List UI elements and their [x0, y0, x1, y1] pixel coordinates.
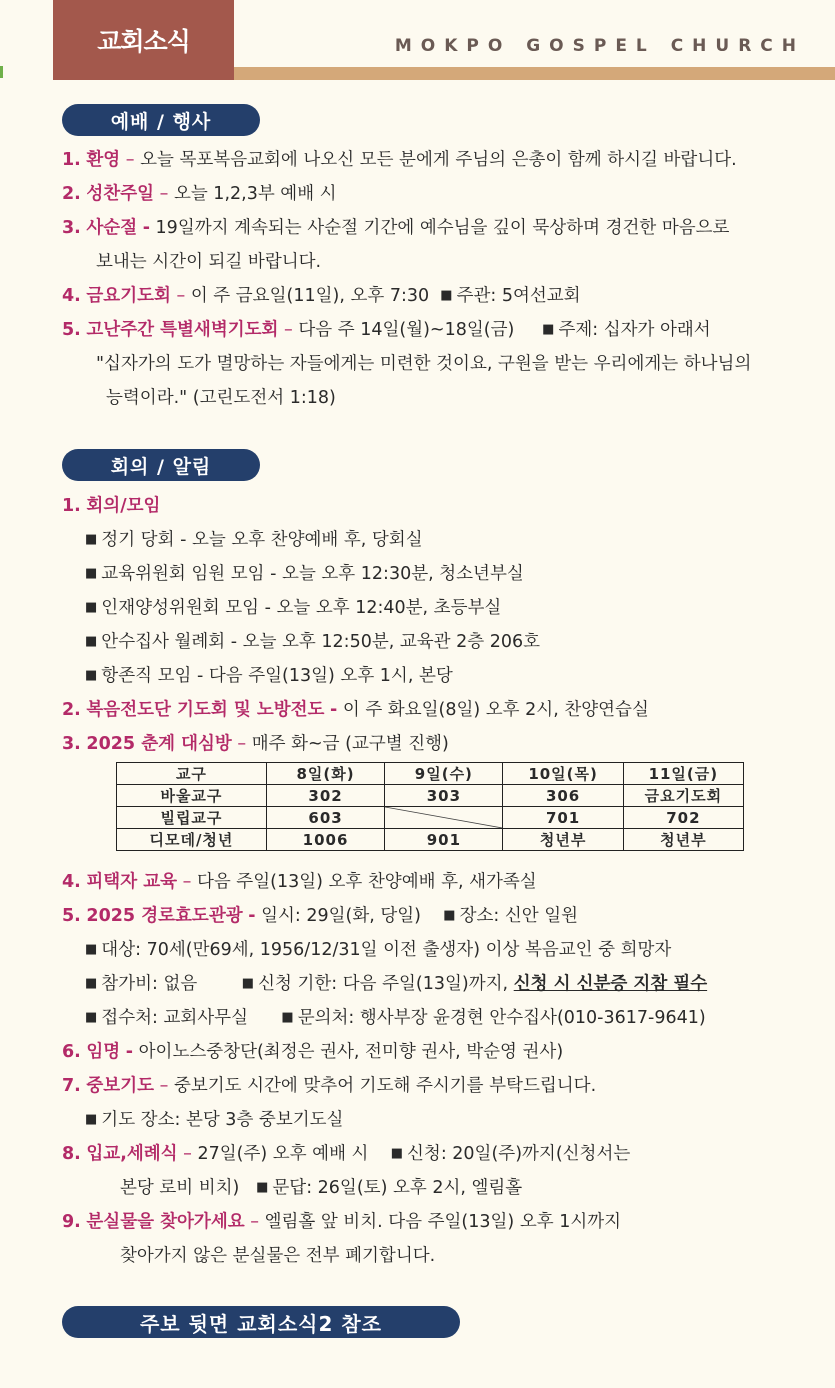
- meeting-name: 교육위원회 임원 모임: [101, 564, 265, 584]
- diagonal-line: [385, 807, 502, 828]
- item-number: 4.: [62, 872, 81, 892]
- item-visitation: [62, 730, 449, 755]
- item-lost-found-cont: 찾아가지 않은 분실물은 전부 폐기합니다.: [120, 1246, 436, 1266]
- meeting-detail: - 오늘 오후 찬양예배 후, 당회실: [180, 530, 423, 550]
- square-bullet-icon: ■: [241, 976, 255, 991]
- item-title: 고난주간 특별새벽기도회: [86, 320, 279, 340]
- header-tab-label: 교회소식: [97, 27, 190, 56]
- item-sep: –: [159, 1076, 169, 1096]
- square-bullet-icon: ■: [85, 1112, 98, 1127]
- square-bullet-icon: ■: [256, 1180, 269, 1195]
- item-extra: 장소: 신안 일원: [459, 906, 579, 926]
- section-title-text: 예배 / 행사: [110, 110, 212, 133]
- meeting-row: [85, 628, 540, 653]
- church-name: MOKPO GOSPEL CHURCH: [394, 36, 805, 56]
- item-sep: –: [284, 320, 293, 340]
- item-baptism: [62, 1140, 630, 1165]
- item-sep: –: [182, 872, 192, 892]
- item-sep: -: [125, 1042, 134, 1062]
- item-cont-text: 본당 로비 비치): [120, 1178, 240, 1198]
- item-elderly-tour: [62, 902, 578, 927]
- square-bullet-icon: ■: [85, 532, 98, 547]
- item-number: 5.: [62, 906, 81, 926]
- item-text: 27일(주) 오후 예배 시: [197, 1144, 369, 1164]
- header-bar: [234, 67, 835, 80]
- meeting-row: [85, 662, 453, 687]
- item-sep: -: [248, 906, 256, 926]
- item-number: 3.: [62, 218, 81, 238]
- square-bullet-icon: ■: [440, 288, 453, 303]
- item-text: 오늘 목포복음교회에 나오신 모든 분에게 주님의 은총이 함께 하시길 바랍니다.: [140, 150, 737, 170]
- item-dawn-prayer-verse: "십자가의 도가 멸망하는 자들에게는 미련한 것이요, 구원을 받는 우리에게는 하나님의: [96, 354, 752, 374]
- meeting-name: 정기 당회: [101, 530, 175, 550]
- item-text: 다음 주 14일(월)~18일(금): [298, 320, 515, 340]
- item-friday-prayer: [62, 282, 581, 307]
- item-number: 6.: [62, 1042, 81, 1062]
- square-bullet-icon: ■: [443, 908, 456, 923]
- tour-deadline-text: 신청 기한: 다음 주일(13일)까지,: [258, 974, 509, 994]
- item-title: 피택자 교육: [86, 872, 178, 892]
- square-bullet-icon: ■: [85, 1010, 98, 1025]
- table-cell: 901: [385, 829, 503, 851]
- item-number: 2.: [62, 700, 81, 720]
- item-number: 5.: [62, 320, 81, 340]
- item-sep: -: [142, 218, 150, 238]
- table-header: 8일(화): [266, 763, 384, 785]
- meeting-row: [85, 560, 524, 585]
- meeting-name: 항존직 모임: [101, 666, 192, 686]
- item-sep: –: [159, 184, 169, 204]
- tour-contact: [85, 1004, 706, 1029]
- visitation-table: [116, 762, 744, 851]
- table-cell: 603: [266, 807, 384, 829]
- tour-fee: [85, 970, 707, 995]
- item-text: 아이노스중창단(최정은 권사, 전미향 권사, 박순영 권사): [138, 1042, 564, 1062]
- table-header-row: [117, 763, 744, 785]
- item-appointment: [62, 1038, 563, 1063]
- table-cell: 701: [503, 807, 623, 829]
- table-cell: 302: [266, 785, 384, 807]
- item-text: 중보기도 시간에 맞추어 기도해 주시기를 부탁드립니다.: [173, 1076, 597, 1096]
- footer-reference-text: 주보 뒷면 교회소식2 참조: [139, 1311, 382, 1336]
- item-title: 2025 경로효도관광: [86, 906, 243, 926]
- item-extra: 주관: 5여선교회: [456, 286, 581, 306]
- tour-id-required: 신청 시 신분증 지참 필수: [513, 974, 708, 994]
- item-extra: 신청: 20일(주)까지(신청서는: [407, 1144, 631, 1164]
- table-header: 10일(목): [503, 763, 623, 785]
- item-communion: [62, 180, 337, 205]
- item-evangelism: [62, 696, 649, 721]
- meeting-detail: - 오늘 오후 12:40분, 초등부실: [264, 598, 502, 618]
- intercession-place-text: 기도 장소: 본당 3층 중보기도실: [101, 1110, 344, 1130]
- item-number: 9.: [62, 1212, 81, 1232]
- meeting-name: 안수집사 월례회: [101, 632, 226, 652]
- table-cell: 1006: [266, 829, 384, 851]
- item-sep: –: [237, 734, 247, 754]
- table-cell: 청년부: [503, 829, 623, 851]
- square-bullet-icon: ■: [85, 634, 98, 649]
- meeting-row: [85, 526, 423, 551]
- item-dawn-prayer-verse-end: 능력이라." (고린도전서 1:18): [106, 388, 336, 408]
- item-sep: –: [183, 1144, 192, 1164]
- square-bullet-icon: ■: [542, 322, 555, 337]
- tour-target-text: 대상: 70세(만69세, 1956/12/31일 이전 출생자) 이상 복음교인 중 희망자: [101, 940, 672, 960]
- item-title: 입교,세례식: [86, 1144, 178, 1164]
- meeting-row: [85, 594, 501, 619]
- table-row: [117, 785, 744, 807]
- item-lent: [62, 214, 729, 239]
- header-tab: [53, 0, 234, 80]
- item-number: 8.: [62, 1144, 81, 1164]
- item-text: 다음 주일(13일) 오후 찬양예배 후, 새가족실: [196, 872, 537, 892]
- item-sep: –: [250, 1212, 259, 1232]
- table-header: 교구: [117, 763, 267, 785]
- section-title-notices: [62, 449, 260, 481]
- table-cell: 306: [503, 785, 623, 807]
- item-number: 4.: [62, 286, 81, 306]
- item-title: 분실물을 찾아가세요: [86, 1212, 245, 1232]
- item-title: 금요기도회: [86, 286, 171, 306]
- tour-inquiry-text: 문의처: 행사부장 윤경현 안수집사(010-3617-9641): [297, 1008, 706, 1028]
- item-extra: 주제: 십자가 아래서: [558, 320, 711, 340]
- tour-fee-text: 참가비: 없음: [101, 974, 198, 994]
- tour-office-text: 접수처: 교회사무실: [101, 1008, 248, 1028]
- table-cell: 빌립교구: [117, 807, 267, 829]
- item-number: 7.: [62, 1076, 81, 1096]
- item-text: 이 주 금요일(11일), 오후 7:30: [190, 286, 430, 306]
- table-cell: 바울교구: [117, 785, 267, 807]
- item-baptism-cont: [120, 1174, 522, 1199]
- item-text: 이 주 화요일(8일) 오후 2시, 찬양연습실: [342, 700, 649, 720]
- item-sep: –: [125, 150, 135, 170]
- table-cell-empty: [385, 807, 503, 829]
- square-bullet-icon: ■: [85, 600, 98, 615]
- item-welcome: [62, 146, 737, 171]
- table-row: [117, 807, 744, 829]
- item-text: 오늘 1,2,3부 예배 시: [173, 184, 337, 204]
- item-text: 엘림홀 앞 비치. 다음 주일(13일) 오후 1시까지: [264, 1212, 622, 1232]
- item-text: 매주 화~금 (교구별 진행): [251, 734, 449, 754]
- table-header: 11일(금): [623, 763, 743, 785]
- item-title: 중보기도: [86, 1076, 155, 1096]
- item-sep: -: [330, 700, 338, 720]
- item-title: 사순절: [86, 218, 138, 238]
- item-elder-training: [62, 868, 537, 893]
- item-number: 1.: [62, 150, 81, 170]
- table-cell: 303: [385, 785, 503, 807]
- square-bullet-icon: ■: [390, 1146, 404, 1161]
- table-header: 9일(수): [385, 763, 503, 785]
- item-title: 회의/모임: [86, 496, 161, 516]
- item-number: 3.: [62, 734, 81, 754]
- section-title-text: 회의 / 알림: [110, 455, 212, 478]
- item-text: 19일까지 계속되는 사순절 기간에 예수님을 깊이 묵상하며 경건한 마음으로: [155, 218, 730, 238]
- item-cont-extra: 문답: 26일(토) 오후 2시, 엘림홀: [272, 1178, 523, 1198]
- meeting-detail: - 오늘 오후 12:50분, 교육관 2층 206호: [230, 632, 541, 652]
- footer-reference: [62, 1306, 460, 1338]
- meeting-name: 인재양성위원회 모임: [101, 598, 260, 618]
- table-row: [117, 829, 744, 851]
- item-title: 환영: [86, 150, 121, 170]
- item-title: 복음전도단 기도회 및 노방전도: [86, 700, 325, 720]
- item-title: 성찬주일: [86, 184, 155, 204]
- meeting-detail: - 다음 주일(13일) 오후 1시, 본당: [196, 666, 453, 686]
- square-bullet-icon: ■: [281, 1010, 294, 1025]
- table-cell: 금요기도회: [623, 785, 743, 807]
- item-number: 1.: [62, 496, 81, 516]
- table-cell: 청년부: [623, 829, 743, 851]
- edge-mark: [0, 66, 3, 78]
- item-sep: –: [176, 286, 186, 306]
- item-text: 일시: 29일(화, 당일): [261, 906, 421, 926]
- item-title: 2025 춘계 대심방: [86, 734, 232, 754]
- item-dawn-prayer: [62, 316, 711, 341]
- item-meetings: [62, 492, 160, 517]
- square-bullet-icon: ■: [85, 942, 98, 957]
- item-number: 2.: [62, 184, 81, 204]
- square-bullet-icon: ■: [85, 668, 98, 683]
- item-intercession: [62, 1072, 596, 1097]
- tour-target: [85, 936, 671, 961]
- item-lent-cont: 보내는 시간이 되길 바랍니다.: [96, 252, 322, 272]
- section-title-worship: [62, 104, 260, 136]
- item-lost-found: [62, 1208, 621, 1233]
- item-title: 임명: [86, 1042, 121, 1062]
- square-bullet-icon: ■: [85, 976, 98, 991]
- table-cell: 702: [623, 807, 743, 829]
- square-bullet-icon: ■: [85, 566, 98, 581]
- intercession-place: [85, 1106, 343, 1131]
- meeting-detail: - 오늘 오후 12:30분, 청소년부실: [270, 564, 524, 584]
- table-cell: 디모데/청년: [117, 829, 267, 851]
